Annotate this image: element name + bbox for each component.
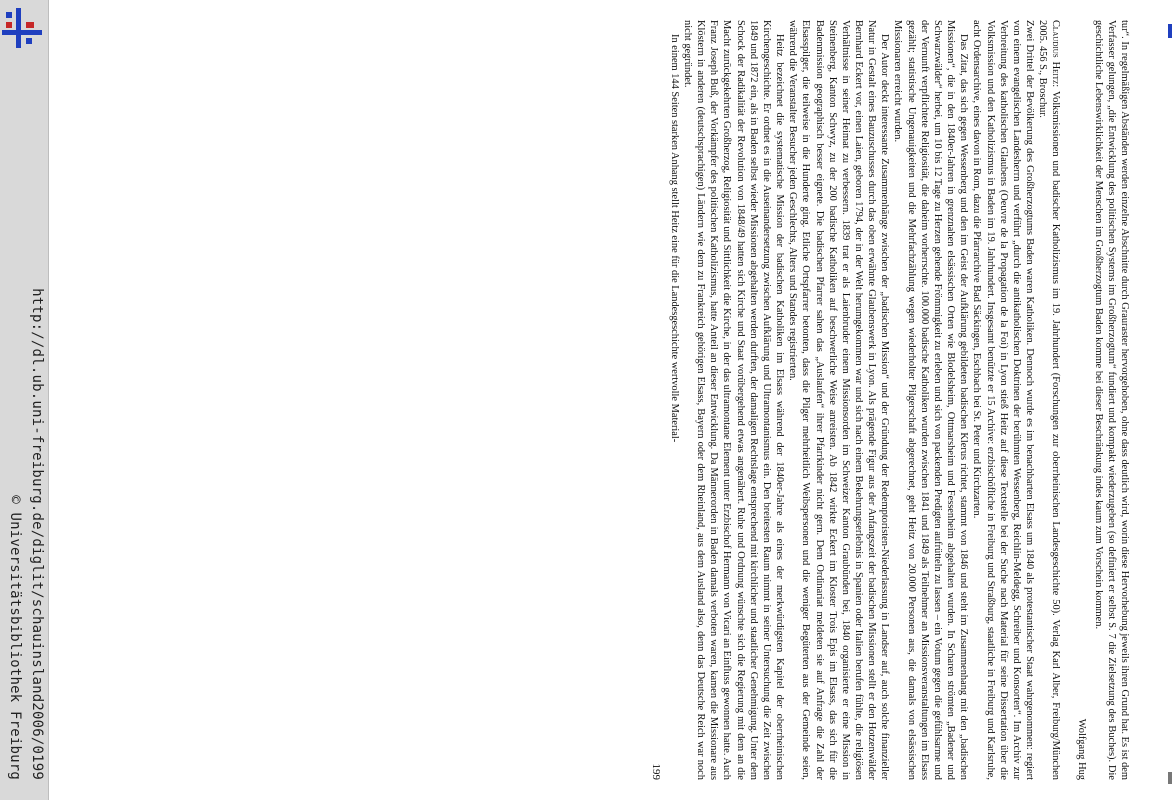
gutter-divider (48, 0, 49, 800)
body-paragraph-4: Heitz bezeichnet die systematische Mission der badischen Katholiken im Elsass während der 1840er-Jahre als eines der merkwürdigsten Kapitel der oberrheinischen Kirchengeschichte. Er ordnet es in die Auseinandersetzung zwischen Aufklärung und Ultramontanismus ein. Den breitesten Raum nimmt in seiner Untersuchung die Zeit zwischen 1849 und 1872 ein, als in Baden selbst wieder Missionen abgehalten werden durften, der damaligen Rechtslage entsprechend mit kirchlicher und staatlicher Genehmigung. Unter dem Schock der Radikalität der Revolution von 1848/49 hatten sich Kirche und Staat vorübergehend etwas angenähert. Ruhe und Ordnung wünschte sich die Regierung mit dem an die Macht zurückgekehrten Großherzog, Religiosität und Sittlichkeit die Kirche, in der das ultramontane Element unter Erzbischof Hermann von Vicari an Einfluss gewonnen hatte. Auch Franz Joseph Buß, der Vorkämpfer des politischen Katholizismus, hatte Anteil an dieser Entwicklung. Da Männerorden in Baden damals verboten waren, kamen die Missionare aus Klöstern in anderen (deutschsprachigen) Ländern wie dem zu Frankreich gehörigen Elsass, Bayern oder dem Rheinland, aus dem Ausland also, denn das Deutsche Reich war noch nicht gegründet. (682, 20, 786, 780)
page-scan-area (56, 0, 1166, 800)
body-paragraph-1: Zwei Drittel der Bevölkerung des Großherzogtums Baden waren Katholiken. Dennoch wurde es im benachbarten Elsass um 1840 als protestantischer Staat wahrgenommen: regiert von einem evangelischen Landesherrn und verführt „durch die antikatholischen Doktrinen der berühmten Wessenberg, Reichlin-Meldegg, Schreiber und Konsorten“. Im Archiv zur Verbreitung des katholischen Glaubens (Oeuvre de la Propagation de la Foi) in Lyon stieß Heitz auf diese Textstelle bei der Suche nach Material für seine Dissertation über die Volksmission und den Katholizismus in Baden im 19. Jahrhundert. Insgesamt benützte er 15 Archive: erzbischöfliche in Freiburg und Straßburg, staatliche in Freiburg und Karlsruhe, acht Ordensarchive, eines davon in Rom, dazu die Pfarrarchive Bad Säckingen, Eschbach bei St. Peter und Kirchzarten. (971, 20, 1036, 780)
right-edge-marker-bottom (1168, 772, 1172, 784)
intro-paragraph: tur“. In regelmäßigen Abständen werden einzelne Abschnitte durch Grauraster hervorgehoben, ohne dass deutlich wird, worin diese Hervorhebung jeweils ihren Grund hat. Es ist dem Verfasser gelungen, „die Entwicklung des politischen Systems im Großherzogtum“ fundiert und kompakt wiederzugeben (so definiert er selbst S. 7 die Zielsetzung des Buches). Die geschichtliche Lebenswirklichkeit der Menschen im Großherzogtum Baden komme bei dieser Beschränkung indes kaum zum Vorschein kommen. (1092, 20, 1130, 780)
body-paragraph-2: Das Zitat, das sich gegen Wessenberg und den im Geist der Aufklärung gebildeten badischen Klerus richtet, stammt von 1846 und steht im Zusammenhang mit den „badischen Missionen“, die in den 1840er-Jahren in grenznahen elsässischen Orten wie Blodelsheim, Ottmarsheim und Fessenheim abgehalten wurden. In Scharen strömten „Badener und Schwarzwälder“ herbei, um 10 bis 12 Tage zu Herzen gehende Frömmigkeit zu erleben und sich von packenden Predigten aufrütteln zu lassen – ein Votum gegen die gefühlsarme und der Vernunft verpflichtete Religiosität, die daheim vorherrschte. 100.000 badische Katholiken wurden zwischen 1841 und 1849 als Teilnehmer an Missionsveranstaltungen im Elsass gezählt; statistische Ungenauigkeiten und die Mehrfachzählung wegen wiederholter Pilgerschaft abgerechnet, geht Heitz von 20.000 Personen aus, die damals von elsässischen Missionaren erreicht wurden. (892, 20, 970, 780)
review-heading (1036, 20, 1062, 780)
body-paragraph-5: In einem 144 Seiten starken Anhang stellt Heitz eine für die Landesgeschichte wertvolle Material- (668, 34, 680, 443)
copyright-notice: © Universitätsbibliothek Freiburg (7, 495, 23, 780)
review-citation: : Volksmissionen und badischer Katholizismus im 19. Jahrhundert (Forschungen zur oberrheinischen Landesgeschichte 50). Verlag Karl Alber, Freiburg/München 2005. 456 S., Broschur. (1037, 20, 1062, 780)
page-number: 199 (649, 763, 662, 780)
body-paragraph-3: Der Autor deckt interessante Zusammenhänge zwischen der „badischen Mission“ und der Gründung der Redemptoristen-Niederlassung in Landser auf, auch solche finanzieller Natur in Gestalt eines Bauzuschusses durch das oben erwähnte Glaubenswerk in Lyon. Als prägende Figur aus der Anfangszeit der badischen Missionen stellt er den Hotzenwälder Bernhard Eckert vor, einen Laien, geboren 1794, der in der Welt herumgekommen war und sich nach einem Bekehrungserlebnis in Spanien oder Italien berufen fühlte, die religiösen Verhältnisse in seiner Heimat zu verbessern. 1839 trat er als Laienbruder einem Missionsorden im Schweizer Kanton Graubünden bei, 1840 organisierte er eine Mission in Steinenberg, Kanton Schwyz, zu der 200 badische Katholiken auf beschwerliche Weise anreisten. Ab 1842 wirkte Eckert im Kloster Trois Epis im Elsass, das sich für die Badenmission geographisch besser eignete. Die badischen Pfarrer sahen das „Auslaufen“ ihrer Pfarrkinder nicht gern. Dem Ordinariat meldeten sie auf Anfrage die Zahl der Elsasspilger, die teilweise in die Hunderte ging. Etliche Ortspfarrer betonten, dass die Pilger mehrheitlich Weibspersonen und die weniger Begüterten aus der Gemeinde seien, während die Veranstalter Besucher jeden Geschlechts, Alters und Standes registrierten. (787, 20, 891, 780)
reviewer-signature: Wolfgang Hug (1075, 718, 1087, 780)
previous-review-ending (1092, 20, 1131, 780)
document-caption (1, 20, 47, 780)
document-url-link[interactable]: http://dl.ub.uni-freiburg.de/diglit/schauinsland2006/0199 (29, 288, 45, 780)
review-author: Claudius Heitz (1050, 20, 1062, 85)
right-edge-marker (1168, 24, 1172, 38)
scanned-page (91, 20, 1131, 780)
